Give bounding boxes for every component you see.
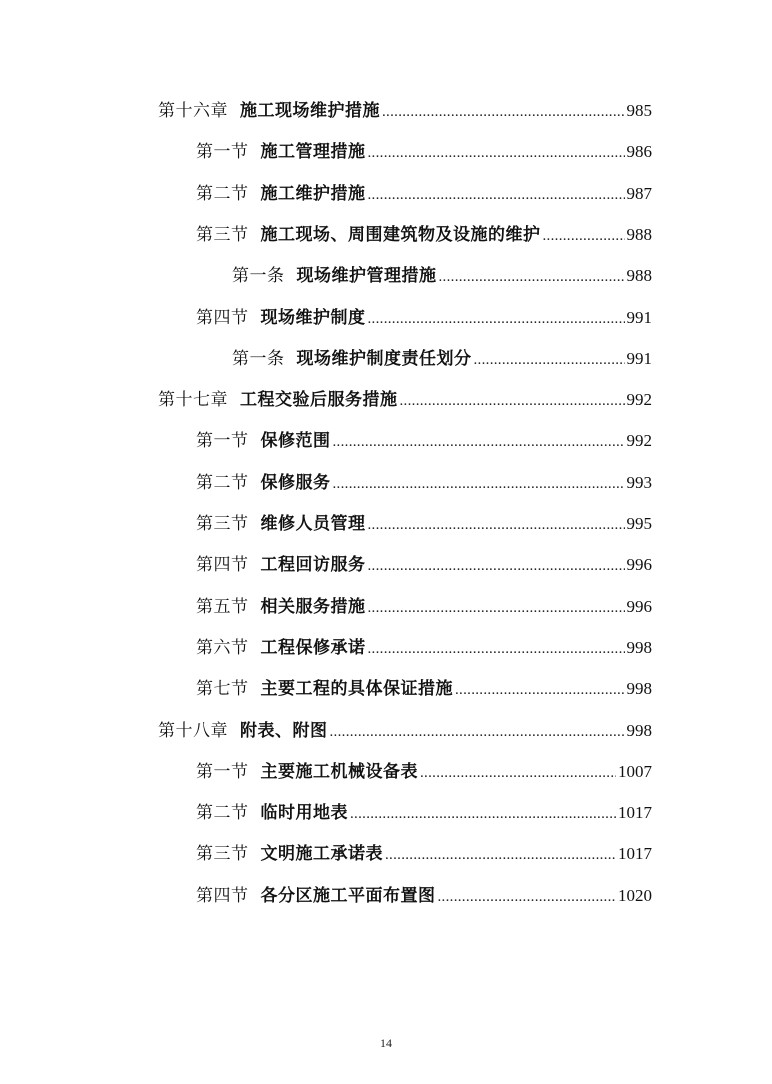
toc-entry-page: 986 (626, 142, 652, 162)
toc-entry (158, 97, 652, 125)
dot-leader (543, 222, 625, 250)
toc-entry-title: 工程保修承诺 (260, 637, 366, 658)
toc-entry-number: 第十七章 (158, 390, 228, 411)
dot-leader (455, 676, 625, 704)
toc-entry-page: 992 (626, 390, 652, 410)
toc-entry-number: 第六节 (196, 637, 249, 658)
toc-entry-title: 文明施工承诺表 (260, 844, 383, 865)
toc-entry (196, 840, 652, 868)
dot-leader (333, 428, 625, 456)
toc-entry-title: 现场维护制度 (260, 307, 366, 328)
toc-entry-number: 第四节 (196, 885, 249, 906)
toc-entry-page: 996 (626, 555, 652, 575)
dot-leader (368, 181, 625, 209)
toc-entry (232, 345, 652, 373)
toc-entry-title: 临时用地表 (260, 803, 348, 824)
dot-leader (368, 552, 625, 580)
dot-leader (420, 759, 616, 787)
toc-entry-title: 各分区施工平面布置图 (260, 885, 436, 906)
toc-entry-title: 工程回访服务 (260, 555, 366, 576)
toc-entry-number: 第七节 (196, 679, 249, 700)
toc-entry (196, 427, 652, 455)
toc-entry (196, 138, 652, 166)
dot-leader (368, 511, 625, 539)
dot-leader (382, 98, 625, 126)
toc-entry-number: 第四节 (196, 307, 249, 328)
toc-entry-title: 工程交验后服务措施 (240, 390, 398, 411)
dot-leader (330, 718, 625, 746)
toc-entry-page: 1017 (618, 803, 652, 823)
toc-entry-number: 第一条 (232, 348, 285, 369)
toc-entry-page: 992 (626, 431, 652, 451)
toc-entry-number: 第十八章 (158, 720, 228, 741)
toc-entry-title: 主要施工机械设备表 (260, 761, 418, 782)
toc-entry-page: 996 (626, 596, 652, 616)
toc-entry-number: 第四节 (196, 555, 249, 576)
toc-entry (196, 758, 652, 786)
toc-entry-number: 第二节 (196, 803, 249, 824)
toc-entry-title: 保修范围 (260, 431, 331, 452)
toc-entry-page: 985 (626, 101, 652, 120)
toc-entry-page: 988 (626, 224, 652, 244)
toc-entry (196, 510, 652, 538)
toc-entry-number: 第五节 (196, 596, 249, 617)
toc-entry-title: 附表、附图 (240, 720, 328, 741)
toc-entry-number: 第三节 (196, 514, 249, 534)
toc-entry (232, 262, 652, 290)
page-number: 14 (380, 1036, 392, 1050)
toc-entry-title: 施工管理措施 (260, 142, 366, 163)
toc-entry (196, 593, 652, 621)
toc-entry-page: 1007 (618, 761, 652, 781)
toc-entry (196, 221, 652, 249)
toc-entry (196, 799, 652, 827)
dot-leader (333, 470, 625, 498)
dot-leader (368, 305, 625, 333)
dot-leader (368, 635, 625, 663)
toc-entry-page: 991 (626, 348, 652, 368)
toc-entry-number: 第三节 (196, 844, 249, 865)
toc-entry-page: 998 (626, 637, 652, 657)
toc-entry-page: 998 (626, 679, 652, 699)
toc-entry (196, 180, 652, 208)
toc-entry (196, 304, 652, 332)
toc-entry-title: 保修服务 (260, 472, 331, 493)
toc-entry-number: 第一条 (232, 266, 285, 287)
toc-entry (196, 634, 652, 662)
dot-leader (474, 346, 625, 374)
dot-leader (368, 594, 625, 622)
dot-leader (350, 800, 616, 828)
dot-leader (400, 387, 625, 415)
toc-entry-title: 现场维护管理措施 (296, 266, 437, 287)
toc-entry (196, 469, 652, 497)
toc-entry-page: 1020 (618, 885, 652, 905)
toc-entry-number: 第一节 (196, 431, 249, 452)
dot-leader (385, 841, 616, 869)
toc-entry-page: 995 (626, 514, 652, 533)
toc-entry-number: 第一节 (196, 761, 249, 782)
toc-entry (196, 882, 652, 910)
toc-entry (158, 717, 652, 745)
toc-entry-number: 第二节 (196, 183, 249, 204)
toc-entry-number: 第二节 (196, 472, 249, 493)
toc-entry-title: 施工维护措施 (260, 183, 366, 204)
toc-entry-page: 988 (626, 266, 652, 286)
toc-entry (158, 386, 652, 414)
dot-leader (368, 139, 625, 167)
toc-entry-page: 987 (626, 183, 652, 203)
toc-entry (196, 551, 652, 579)
toc-entry-page: 993 (626, 472, 652, 492)
dot-leader (439, 263, 625, 291)
toc-entry-number: 第十六章 (158, 101, 228, 121)
toc-entry-title: 施工现场、周围建筑物及设施的维护 (260, 224, 541, 245)
toc-entry-title: 维修人员管理 (260, 514, 366, 534)
toc-entry-title: 现场维护制度责任划分 (296, 348, 472, 369)
toc-entry-title: 主要工程的具体保证措施 (260, 679, 453, 700)
toc-entry-page: 991 (626, 307, 652, 327)
toc-entry-number: 第三节 (196, 224, 249, 245)
toc-entry (196, 675, 652, 703)
toc-entry-number: 第一节 (196, 142, 249, 163)
toc-entry-title: 相关服务措施 (260, 596, 366, 617)
toc-entry-title: 施工现场维护措施 (240, 101, 380, 121)
dot-leader (438, 883, 617, 911)
toc-entry-page: 998 (626, 720, 652, 740)
toc-entry-page: 1017 (618, 844, 652, 864)
